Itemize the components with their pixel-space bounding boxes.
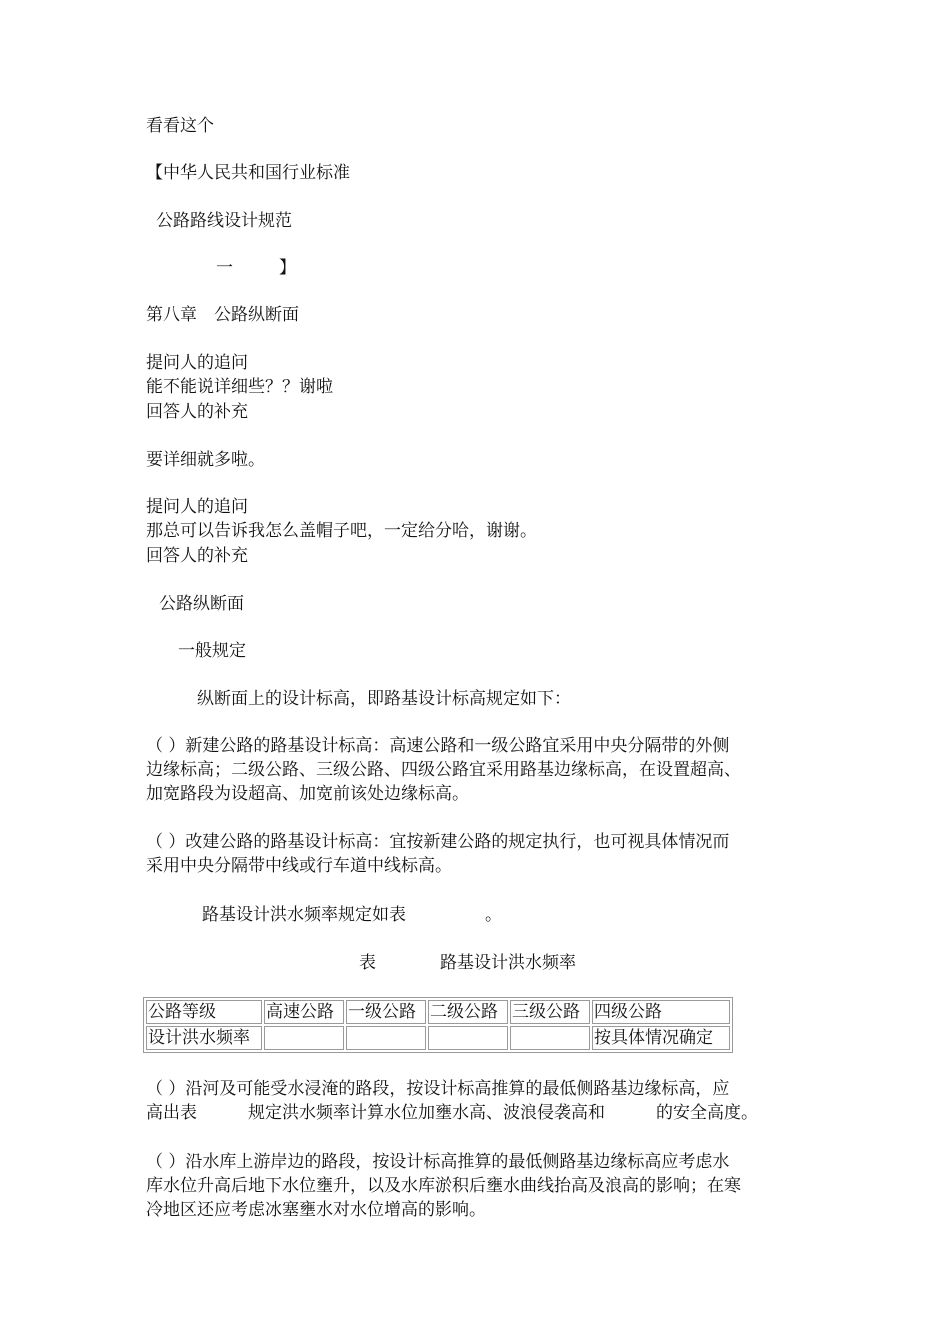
table-cell: 设计洪水频率 [146,1026,262,1050]
spec-dash: 一 [216,258,233,278]
clause-paragraph [146,734,811,806]
clause-intro: 纵断面上的设计标高，即路基设计标高规定如下： [197,689,571,709]
clause-line: 加宽路段为设超高、加宽前该处边缘标高。 [146,784,469,804]
table-cell: 二级公路 [428,1000,508,1024]
spec-title: 公路路线设计规范 [156,211,292,231]
table-cell: 高速公路 [264,1000,344,1024]
table-caption-title: 路基设计洪水频率 [440,953,576,973]
flood-intro: 路基设计洪水频率规定如表 [202,905,406,925]
clause-line: 冷地区还应考虑冰塞壅水对水位增高的影响。 [146,1200,486,1220]
chapter-heading: 第八章 公路纵断面 [146,305,299,325]
standard-title: 【中华人民共和国行业标准 [146,163,350,183]
question-text: 能不能说详细些？？谢啦 [146,377,333,397]
clause-paragraph [146,830,811,878]
subsection-title: 一般规定 [178,641,246,661]
table-cell [346,1026,426,1050]
flood-frequency-table [143,997,733,1053]
table-cell: 按具体情况确定 [592,1026,730,1050]
table-cell: 四级公路 [592,1000,730,1024]
flood-intro-period: 。 [485,905,502,925]
intro-text: 看看这个 [146,116,214,136]
section-title: 公路纵断面 [159,594,244,614]
table-cell [264,1026,344,1050]
table-header-row [146,1000,730,1024]
clause-paragraph [146,1150,811,1222]
spec-bracket: 】 [279,258,296,278]
answer-label: 回答人的补充 [146,402,248,422]
table-cell [510,1026,590,1050]
question-label: 提问人的追问 [146,497,248,517]
table-cell: 公路等级 [146,1000,262,1024]
clause-line: 库水位升高后地下水位壅升，以及水库淤积后壅水曲线抬高及浪高的影响；在寒 [146,1176,741,1196]
clause-paragraph [146,1077,811,1125]
clause-line: 采用中央分隔带中线或行车道中线标高。 [146,856,452,876]
table-cell: 三级公路 [510,1000,590,1024]
clause-line: 高出表 规定洪水频率计算水位加壅水高、波浪侵袭高和 的安全高度。 [146,1103,758,1123]
question-text: 那总可以告诉我怎么盖帽子吧，一定给分哈，谢谢。 [146,521,537,541]
clause-line: （ ）改建公路的路基设计标高：宜按新建公路的规定执行，也可视具体情况而 [146,832,730,852]
table-caption-label: 表 [359,953,376,973]
clause-line: （ ）沿水库上游岸边的路段，按设计标高推算的最低侧路基边缘标高应考虑水 [146,1152,730,1172]
answer-label: 回答人的补充 [146,546,248,566]
clause-line: （ ）沿河及可能受水浸淹的路段，按设计标高推算的最低侧路基边缘标高，应 [146,1079,730,1099]
question-label: 提问人的追问 [146,353,248,373]
table-cell: 一级公路 [346,1000,426,1024]
answer-text: 要详细就多啦。 [146,450,265,470]
clause-line: （ ）新建公路的路基设计标高：高速公路和一级公路宜采用中央分隔带的外侧 [146,736,730,756]
clause-line: 边缘标高；二级公路、三级公路、四级公路宜采用路基边缘标高，在设置超高、 [146,760,741,780]
table-row [146,1026,730,1050]
table-cell [428,1026,508,1050]
